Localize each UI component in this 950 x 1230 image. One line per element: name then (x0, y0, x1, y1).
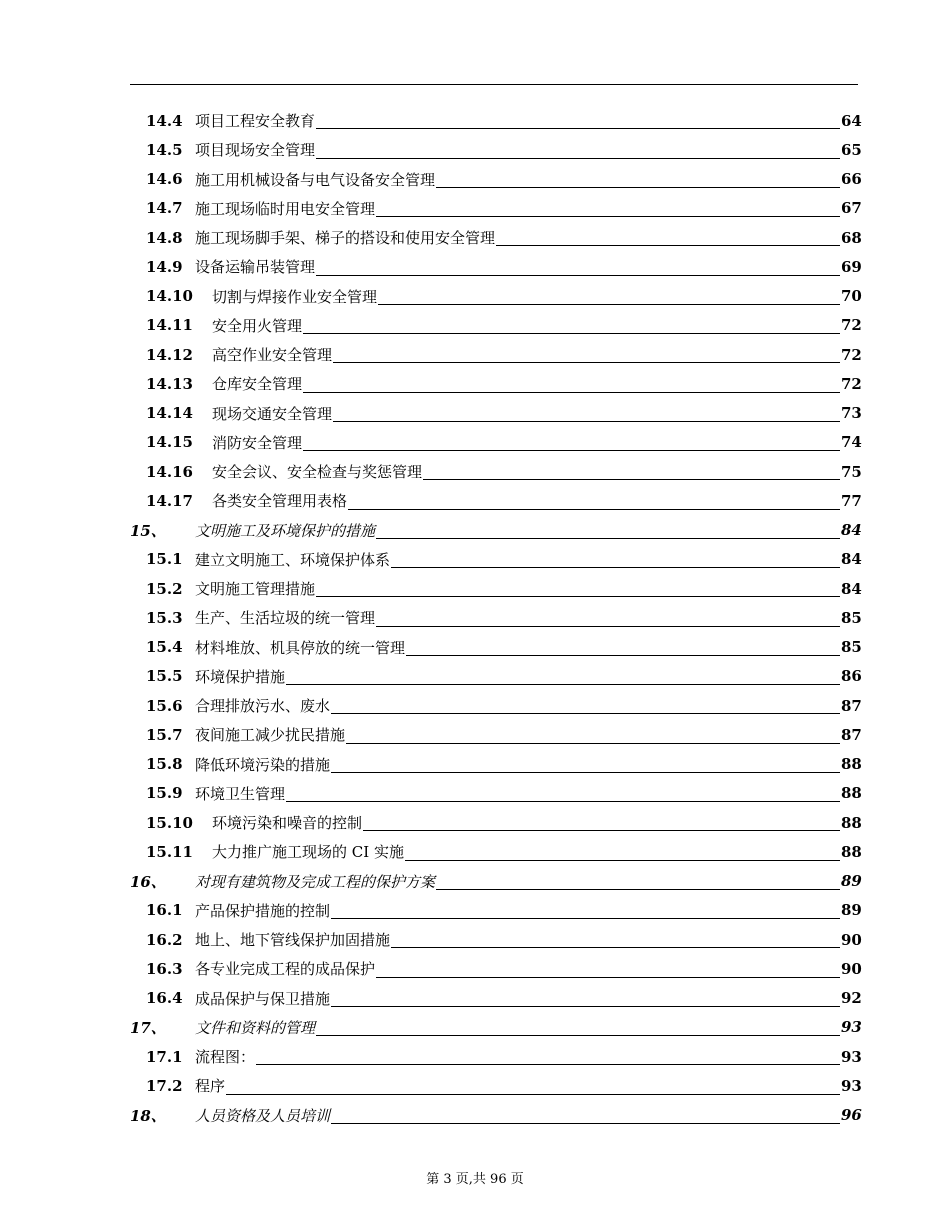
toc-entry-page: 89 (841, 901, 862, 920)
toc-leader-line (333, 340, 840, 369)
toc-leader-line (405, 837, 840, 866)
toc-leader-line (316, 252, 840, 281)
toc-leader-line (316, 135, 840, 164)
toc-entry-number: 14.7 (146, 199, 183, 218)
toc-leader-line (331, 750, 840, 779)
toc-entry-number: 15、 (130, 521, 166, 540)
toc-entry-number: 16.3 (146, 959, 183, 978)
toc-entry-page: 90 (841, 930, 862, 949)
toc-entry[interactable] (130, 165, 862, 194)
toc-entry-page: 84 (841, 550, 862, 569)
toc-entry-title: 各专业完成工程的成品保护 (195, 960, 376, 979)
toc-entry-title: 生产、生活垃圾的统一管理 (195, 609, 376, 628)
toc-entry[interactable] (130, 633, 862, 662)
toc-leader-line (378, 282, 840, 311)
toc-entry[interactable] (130, 720, 862, 749)
toc-entry-number: 17、 (130, 1018, 166, 1037)
toc-entry[interactable] (130, 779, 862, 808)
toc-entry-number: 18、 (130, 1106, 166, 1125)
toc-entry-page: 92 (841, 989, 862, 1008)
toc-entry-number: 14.14 (146, 404, 193, 423)
toc-entry-page: 74 (841, 433, 862, 452)
toc-entry-page: 96 (841, 1106, 862, 1125)
toc-leader-line (316, 106, 840, 135)
toc-chapter-entry[interactable] (130, 516, 862, 545)
toc-entry[interactable] (130, 399, 862, 428)
toc-entry[interactable] (130, 1071, 862, 1100)
toc-leader-line (333, 399, 840, 428)
header-rule (130, 84, 858, 85)
toc-entry-title: 现场交通安全管理 (212, 404, 333, 423)
table-of-contents (130, 106, 862, 1130)
toc-entry-title: 文明施工及环境保护的措施 (195, 521, 376, 540)
toc-leader-line (331, 896, 840, 925)
toc-leader-line (286, 779, 840, 808)
toc-entry-number: 14.16 (146, 462, 193, 481)
toc-entry-title: 人员资格及人员培训 (195, 1106, 331, 1125)
toc-entry[interactable] (130, 954, 862, 983)
toc-entry[interactable] (130, 223, 862, 252)
toc-entry[interactable] (130, 837, 862, 866)
toc-leader-line (256, 1042, 840, 1071)
toc-leader-line (286, 662, 840, 691)
toc-entry-title: 成品保护与保卫措施 (195, 989, 331, 1008)
toc-entry-number: 15.6 (146, 696, 183, 715)
toc-entry-number: 14.10 (146, 287, 193, 306)
toc-entry-title: 高空作业安全管理 (212, 346, 333, 365)
toc-entry-number: 16.2 (146, 930, 183, 949)
toc-entry-number: 14.13 (146, 374, 193, 393)
toc-entry-title: 地上、地下管线保护加固措施 (195, 931, 391, 950)
toc-entry-page: 66 (841, 170, 862, 189)
toc-chapter-entry[interactable] (130, 867, 862, 896)
toc-entry-page: 93 (841, 1076, 862, 1095)
toc-entry-number: 14.15 (146, 433, 193, 452)
toc-entry-title: 程序 (195, 1077, 226, 1096)
toc-entry-page: 72 (841, 345, 862, 364)
toc-entry-title: 产品保护措施的控制 (195, 901, 331, 920)
toc-entry-page: 67 (841, 199, 862, 218)
toc-entry[interactable] (130, 545, 862, 574)
toc-leader-line (303, 428, 840, 457)
toc-entry[interactable] (130, 252, 862, 281)
toc-entry-title: 材料堆放、机具停放的统一管理 (195, 638, 406, 657)
toc-entry-page: 69 (841, 257, 862, 276)
toc-entry-page: 93 (841, 1047, 862, 1066)
toc-entry-number: 15.3 (146, 608, 183, 627)
toc-entry-title: 项目工程安全教育 (195, 112, 316, 131)
toc-entry-title: 环境卫生管理 (195, 784, 286, 803)
toc-entry-title: 环境保护措施 (195, 667, 286, 686)
toc-leader-line (376, 603, 840, 632)
toc-entry-number: 14.11 (146, 316, 193, 335)
toc-leader-line (331, 691, 840, 720)
toc-entry-page: 90 (841, 959, 862, 978)
toc-entry-number: 15.7 (146, 725, 183, 744)
toc-leader-line (316, 574, 840, 603)
toc-entry-number: 14.5 (146, 140, 183, 159)
toc-entry-number: 16、 (130, 872, 166, 891)
toc-leader-line (346, 720, 840, 749)
toc-entry-number: 15.4 (146, 638, 183, 657)
toc-entry-title: 设备运输吊装管理 (195, 258, 316, 277)
toc-entry-number: 15.8 (146, 755, 183, 774)
toc-entry-title: 大力推广施工现场的 CI 实施 (212, 843, 404, 862)
toc-entry[interactable] (130, 106, 862, 135)
toc-leader-line (391, 925, 840, 954)
toc-entry[interactable] (130, 574, 862, 603)
toc-entry-number: 14.9 (146, 257, 183, 276)
toc-entry-number: 17.2 (146, 1076, 183, 1095)
toc-entry-page: 88 (841, 842, 862, 861)
toc-leader-line (406, 633, 840, 662)
toc-entry[interactable] (130, 135, 862, 164)
toc-entry-number: 15.5 (146, 667, 183, 686)
toc-entry-title: 对现有建筑物及完成工程的保护方案 (195, 872, 436, 891)
toc-entry[interactable] (130, 282, 862, 311)
toc-leader-line (423, 457, 840, 486)
toc-entry[interactable] (130, 925, 862, 954)
toc-entry[interactable] (130, 194, 862, 223)
toc-entry-number: 16.4 (146, 989, 183, 1008)
toc-entry-page: 68 (841, 228, 862, 247)
toc-entry-title: 建立文明施工、环境保护体系 (195, 550, 391, 569)
toc-entry-page: 84 (841, 579, 862, 598)
toc-entry-page: 64 (841, 111, 862, 130)
toc-entry-number: 17.1 (146, 1047, 183, 1066)
toc-leader-line (348, 486, 840, 515)
toc-entry-page: 87 (841, 725, 862, 744)
toc-entry-page: 85 (841, 638, 862, 657)
toc-entry-page: 85 (841, 608, 862, 627)
toc-leader-line (376, 516, 840, 545)
toc-entry[interactable] (130, 603, 862, 632)
toc-entry-page: 89 (841, 872, 862, 891)
toc-entry[interactable] (130, 691, 862, 720)
toc-entry-page: 88 (841, 784, 862, 803)
toc-entry-page: 93 (841, 1018, 862, 1037)
toc-entry-title: 夜间施工减少扰民措施 (195, 726, 346, 745)
toc-entry-number: 15.11 (146, 842, 193, 861)
toc-entry[interactable] (130, 340, 862, 369)
toc-leader-line (391, 545, 840, 574)
toc-entry[interactable] (130, 369, 862, 398)
toc-entry-title: 环境污染和噪音的控制 (212, 814, 363, 833)
toc-entry-number: 16.1 (146, 901, 183, 920)
toc-entry-page: 65 (841, 140, 862, 159)
toc-entry-page: 77 (841, 491, 862, 510)
toc-entry-page: 87 (841, 696, 862, 715)
toc-leader-line (331, 1101, 840, 1130)
toc-entry-number: 14.6 (146, 170, 183, 189)
toc-entry-title: 安全会议、安全检查与奖惩管理 (212, 463, 423, 482)
toc-entry-number: 15.9 (146, 784, 183, 803)
toc-entry-page: 70 (841, 287, 862, 306)
toc-entry[interactable] (130, 808, 862, 837)
toc-leader-line (376, 194, 840, 223)
toc-entry-title: 切割与焊接作业安全管理 (212, 287, 378, 306)
toc-entry-title: 施工现场脚手架、梯子的搭设和使用安全管理 (195, 229, 496, 248)
toc-entry[interactable] (130, 750, 862, 779)
toc-entry-title: 合理排放污水、废水 (195, 697, 331, 716)
toc-entry-page: 86 (841, 667, 862, 686)
toc-entry[interactable] (130, 428, 862, 457)
toc-entry-number: 14.17 (146, 491, 193, 510)
toc-entry-number: 15.2 (146, 579, 183, 598)
toc-entry[interactable] (130, 896, 862, 925)
toc-entry[interactable] (130, 311, 862, 340)
toc-entry-page: 73 (841, 404, 862, 423)
toc-entry-title: 文件和资料的管理 (195, 1018, 316, 1037)
toc-leader-line (303, 311, 840, 340)
toc-leader-line (436, 165, 840, 194)
toc-entry-title: 施工现场临时用电安全管理 (195, 199, 376, 218)
toc-entry-page: 84 (841, 521, 862, 540)
toc-entry-page: 72 (841, 374, 862, 393)
toc-leader-line (316, 1013, 840, 1042)
toc-entry-title: 消防安全管理 (212, 433, 303, 452)
toc-entry-title: 施工用机械设备与电气设备安全管理 (195, 170, 436, 189)
toc-leader-line (363, 808, 840, 837)
page-footer: 第 3 页,共 96 页 (426, 1172, 524, 1187)
toc-entry-number: 14.12 (146, 345, 193, 364)
toc-entry[interactable] (130, 486, 862, 515)
toc-leader-line (331, 984, 840, 1013)
toc-chapter-entry[interactable] (130, 1013, 862, 1042)
toc-entry[interactable] (130, 984, 862, 1013)
toc-entry-page: 88 (841, 813, 862, 832)
toc-entry-title: 降低环境污染的措施 (195, 755, 331, 774)
toc-entry-title: 流程图： (195, 1048, 256, 1067)
toc-entry-title: 项目现场安全管理 (195, 141, 316, 160)
toc-entry[interactable] (130, 457, 862, 486)
toc-entry-title: 安全用火管理 (212, 316, 303, 335)
toc-entry-page: 72 (841, 316, 862, 335)
toc-leader-line (376, 954, 840, 983)
toc-chapter-entry[interactable] (130, 1101, 862, 1130)
toc-leader-line (496, 223, 840, 252)
toc-entry-number: 15.10 (146, 813, 193, 832)
toc-leader-line (226, 1071, 840, 1100)
toc-entry-number: 14.4 (146, 111, 183, 130)
toc-entry-title: 各类安全管理用表格 (212, 492, 348, 511)
toc-entry-title: 文明施工管理措施 (195, 580, 316, 599)
toc-leader-line (303, 369, 840, 398)
toc-entry-number: 15.1 (146, 550, 183, 569)
toc-entry-page: 88 (841, 755, 862, 774)
toc-entry[interactable] (130, 662, 862, 691)
toc-entry-page: 75 (841, 462, 862, 481)
toc-leader-line (436, 867, 840, 896)
toc-entry-number: 14.8 (146, 228, 183, 247)
toc-entry-title: 仓库安全管理 (212, 375, 303, 394)
toc-entry[interactable] (130, 1042, 862, 1071)
